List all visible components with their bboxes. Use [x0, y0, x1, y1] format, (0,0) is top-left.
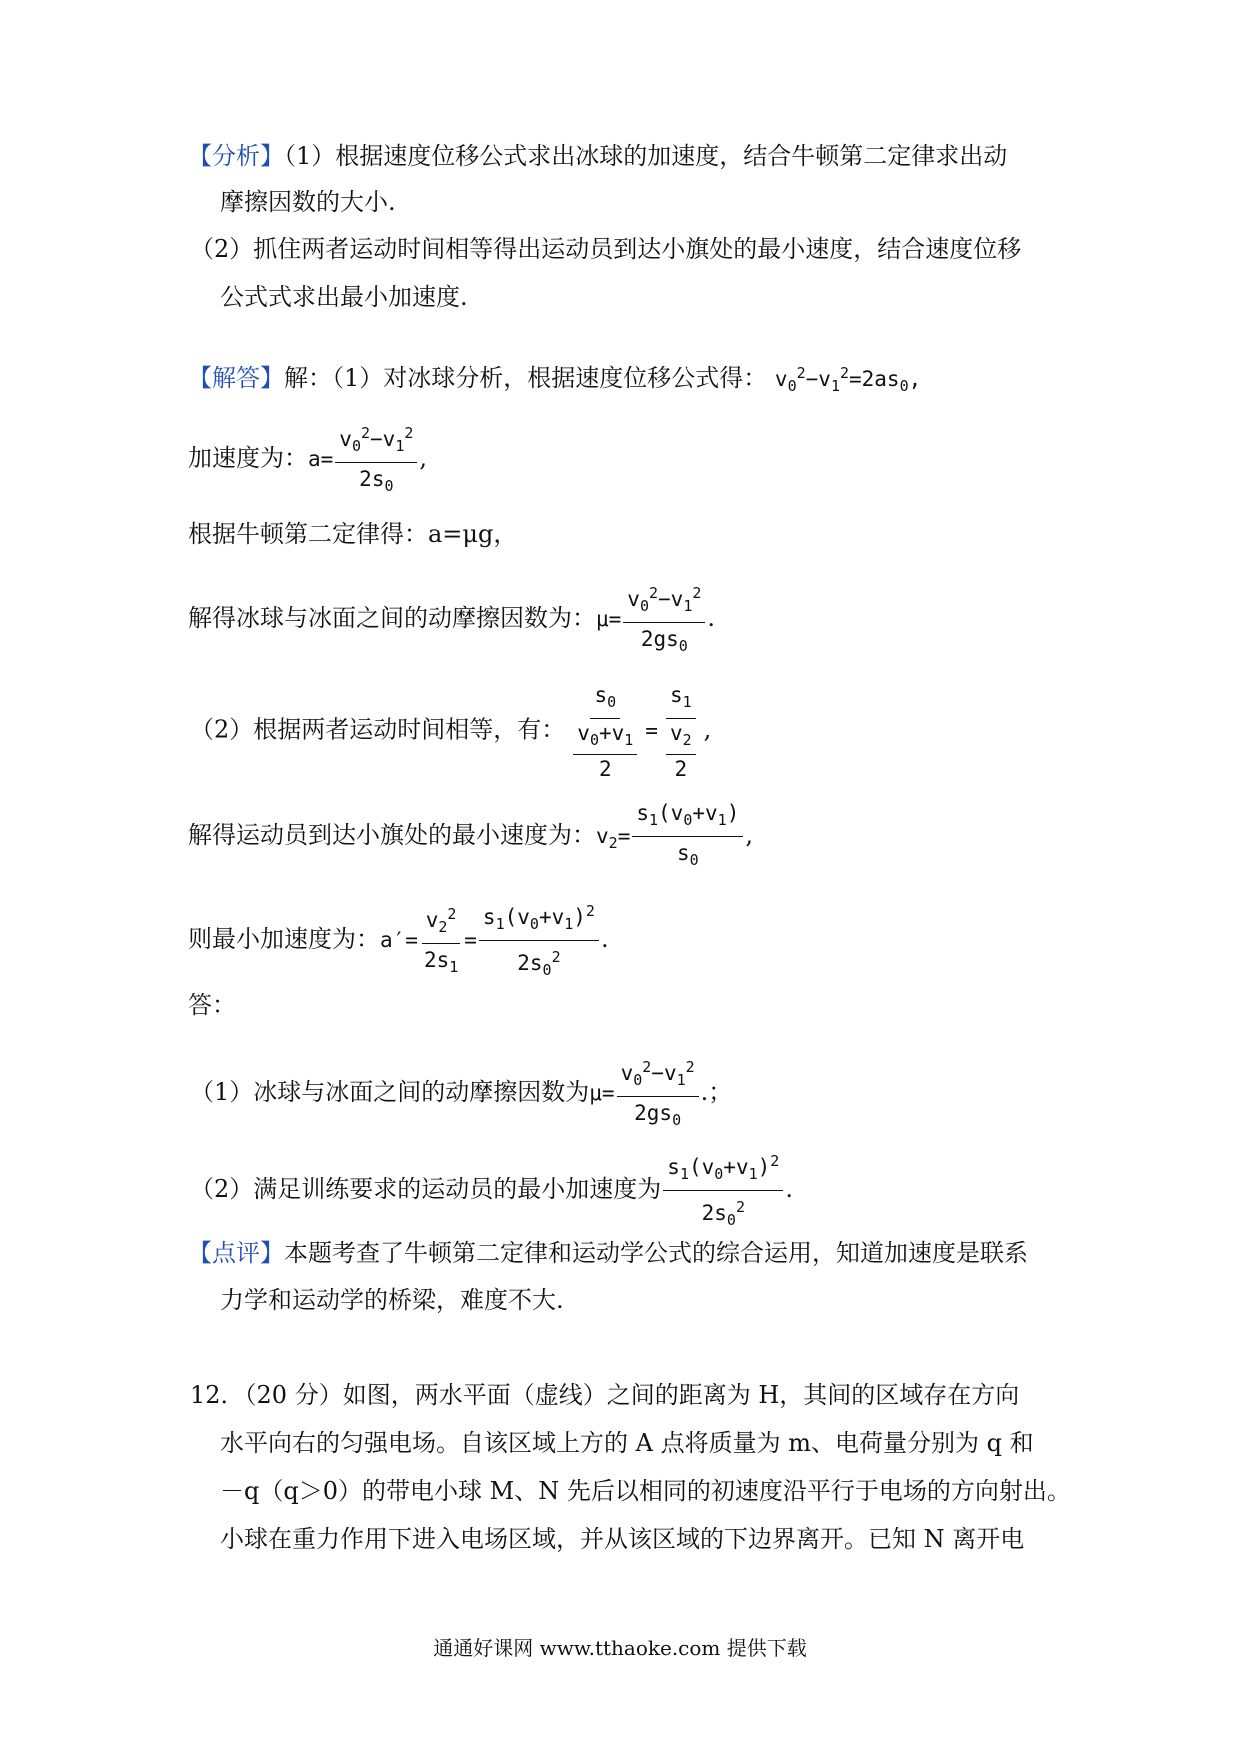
acceleration-line: 加速度为：a= $\frac{v_0^2-v_1^2}{2s_0}$ ,	[188, 420, 427, 499]
comment-tag: 【点评】	[188, 1239, 284, 1267]
analysis-line-2: 摩擦因数的大小.	[220, 188, 396, 216]
solution-tag: 【解答】	[188, 364, 284, 392]
analysis-line-4: 公式式求出最小加速度.	[220, 283, 468, 311]
formula-min-accel-1: $\frac{v_2^2}{2s_1}$	[420, 901, 462, 980]
time-equal-line: （2）根据两者运动时间相等，有： $\frac{s_0}{\frac{v_0+v_1}{2}}$ = $\frac{s_1}{\frac{v_2}{2}}$ ,	[190, 683, 712, 782]
answer-2-line: （2）满足训练要求的运动员的最小加速度为 $\frac{s_1(v_0+v_1)^2}{2s_0^2}$ .	[190, 1148, 793, 1233]
formula-answer-accel: $\frac{s_1(v_0+v_1)^2}{2s_0^2}$	[663, 1148, 783, 1233]
min-speed-line: 解得运动员到达小旗处的最小速度为：$v_2=$ $\frac{s_1(v_0+v_1)}{s_0}$ ,	[188, 800, 753, 873]
answer-1-line: （1）冰球与冰面之间的动摩擦因数为μ= $\frac{v_0^2-v_1^2}{2gs_0}$ .；	[190, 1054, 732, 1133]
page-footer: 通通好课网 www.tthaoke.com 提供下载	[433, 1636, 807, 1660]
newton-line: 根据牛顿第二定律得：a=μg，	[188, 520, 518, 548]
formula-answer-friction: $\frac{v_0^2-v_1^2}{2gs_0}$	[617, 1054, 699, 1133]
comment-line-1: 【点评】本题考查了牛顿第二定律和运动学公式的综合运用，知道加速度是联系	[188, 1239, 1028, 1267]
answer-label: 答：	[188, 991, 236, 1019]
formula-velocity-displacement: $v_0^2-v_1^2=2as_0$,	[774, 364, 922, 396]
formula-time-right: $\frac{s_1}{\frac{v_2}{2}}$	[660, 682, 702, 780]
formula-time-left: $\frac{s_0}{\frac{v_0+v_1}{2}}$	[567, 682, 643, 780]
problem12-line-2: 水平向右的匀强电场。自该区域上方的 A 点将质量为 m、电荷量分别为 q 和	[220, 1429, 1034, 1457]
analysis-line-3: （2）抓住两者运动时间相等得出运动员到达小旗处的最小速度，结合速度位移	[190, 235, 1022, 263]
comment-line-2: 力学和运动学的桥梁，难度不大.	[220, 1286, 564, 1314]
friction-line: 解得冰球与冰面之间的动摩擦因数为：μ= $\frac{v_0^2-v_1^2}{2gs_0}$ .	[188, 580, 715, 659]
analysis-line-1: 【分析】（1）根据速度位移公式求出冰球的加速度，结合牛顿第二定律求出动	[188, 142, 1008, 170]
formula-min-speed: $\frac{s_1(v_0+v_1)}{s_0}$	[632, 800, 743, 873]
solution-line-1: 【解答】解：（1）对冰球分析，根据速度位移公式得： $v_0^2-v_1^2=2as_0$,	[188, 364, 922, 396]
formula-friction-coefficient: $\frac{v_0^2-v_1^2}{2gs_0}$	[623, 580, 705, 659]
problem12-line-4: 小球在重力作用下进入电场区域，并从该区域的下边界离开。已知 N 离开电	[220, 1525, 1025, 1553]
analysis-tag: 【分析】	[188, 142, 284, 170]
min-accel-line: 则最小加速度为：a′= $\frac{v_2^2}{2s_1}$ = $\frac{s_1(v_0+v_1)^2}{2s_0^2}$ .	[188, 898, 609, 983]
formula-min-accel-2: $\frac{s_1(v_0+v_1)^2}{2s_0^2}$	[479, 898, 599, 983]
problem12-line-1: 12．（20 分）如图，两水平面（虚线）之间的距离为 H，其间的区域存在方向	[190, 1381, 1020, 1409]
formula-acceleration: $\frac{v_0^2-v_1^2}{2s_0}$	[335, 420, 417, 499]
problem12-line-3: －q（q＞0）的带电小球 M、N 先后以相同的初速度沿平行于电场的方向射出。	[220, 1477, 1071, 1505]
